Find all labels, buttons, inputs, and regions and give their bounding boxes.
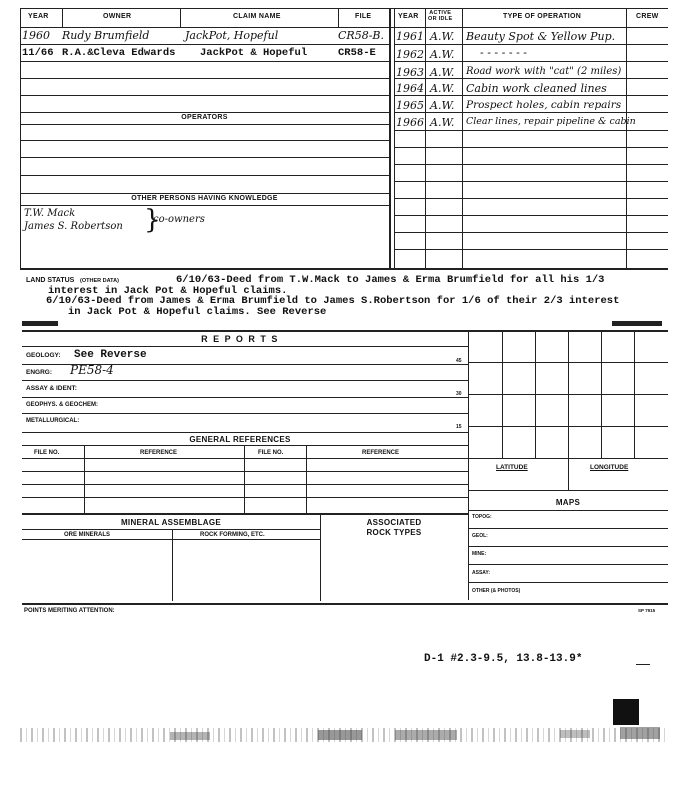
header-bottom-line — [20, 27, 668, 28]
row-line — [20, 44, 389, 45]
grid-line — [568, 330, 569, 490]
reports-right-divider — [468, 330, 469, 600]
points-top-line — [22, 603, 668, 605]
divider — [394, 8, 395, 268]
mine-label: MINE: — [472, 551, 487, 557]
geophys-label: GEOPHYS. & GEOCHEM: — [26, 402, 99, 408]
scan-mark — [612, 321, 662, 326]
general-refs-title: GENERAL REFERENCES — [189, 435, 291, 444]
engrg-label: ENGRG: — [26, 369, 52, 376]
upper-section-bottom — [20, 268, 668, 270]
reference2-header: REFERENCE — [362, 450, 400, 456]
land-line-3: 6/10/63-Deed from James & Erma Brumfield to James S.Robertson for 1/6 of their 2/3 interest — [46, 295, 620, 307]
scan-noise — [318, 730, 362, 740]
op-status-5: A.W. — [430, 99, 455, 112]
row-line — [468, 582, 668, 583]
file-no2-header: FILE NO. — [258, 450, 284, 456]
row-line — [394, 44, 668, 45]
assoc-rock-1: ASSOCIATED — [366, 518, 422, 527]
file-header: FILE — [355, 13, 372, 20]
op-type-2: - - - - - - - — [480, 46, 527, 59]
owner-file-1: CR58-B. — [338, 29, 384, 42]
dash-mark — [636, 664, 650, 665]
op-type-5: Prospect holes, cabin repairs — [466, 99, 622, 111]
claim-name-header: CLAIM NAME — [233, 13, 281, 20]
geology-value: See Reverse — [74, 349, 147, 361]
scan-noise — [170, 732, 210, 740]
row-line — [20, 205, 389, 206]
row-line — [394, 249, 668, 250]
row-line — [20, 124, 389, 125]
land-line-1: 6/10/63-Deed from T.W.Mack to James & Erma Brumfield for all his 1/3 — [176, 274, 605, 286]
op-type-6: Clear lines, repair pipeline & cabin — [466, 116, 636, 127]
points-label: POINTS MERITING ATTENTION: — [24, 608, 115, 614]
row-line — [468, 546, 668, 547]
land-status-label: LAND STATUS — [26, 277, 75, 284]
land-line-2: interest in Jack Pot & Hopeful claims. — [48, 285, 288, 297]
row-line — [394, 130, 668, 131]
scan-mark — [22, 321, 58, 326]
persons-top — [20, 193, 389, 194]
person-note: co-owners — [153, 214, 205, 225]
assay-map-label: ASSAY: — [472, 570, 491, 576]
row-line — [20, 175, 389, 176]
file-no-header: FILE NO. — [34, 450, 60, 456]
op-year-6: 1966 — [396, 116, 424, 129]
op-status-2: A.W. — [430, 48, 455, 61]
owner-year-2: 11/66 — [22, 47, 54, 59]
row-line — [394, 198, 668, 199]
topog-label: TOPOG: — [472, 514, 492, 520]
crew-header: CREW — [636, 13, 659, 20]
person-2: James S. Robertson — [24, 221, 123, 232]
divider — [338, 8, 339, 27]
op-year-5: 1965 — [396, 99, 424, 112]
grid-line — [468, 394, 668, 395]
divider — [425, 8, 426, 268]
mineral-title: MINERAL ASSEMBLAGE — [120, 518, 222, 527]
person-1: T.W. Mack — [24, 208, 76, 219]
row-line — [22, 471, 468, 472]
row-line — [22, 513, 468, 515]
row-line — [394, 181, 668, 182]
op-year-1: 1961 — [396, 30, 424, 43]
row-line — [20, 95, 389, 96]
row-line — [394, 112, 668, 113]
maps-title: MAPS — [555, 498, 581, 507]
row-line — [22, 497, 468, 498]
year2-header: YEAR — [398, 13, 419, 20]
row-line — [20, 157, 389, 158]
assay-label: ASSAY & IDENT: — [26, 385, 77, 392]
op-year-2: 1962 — [396, 48, 424, 61]
scan-block — [613, 699, 639, 725]
row-line — [22, 413, 468, 414]
owner-name-1: Rudy Brumfield — [62, 29, 150, 42]
year-header: YEAR — [28, 13, 49, 20]
row-line — [394, 215, 668, 216]
persons-header: OTHER PERSONS HAVING KNOWLEDGE — [131, 195, 278, 202]
row-line — [22, 380, 468, 381]
grid-line — [468, 426, 668, 427]
row-line — [394, 61, 668, 62]
active-idle-header: ACTIVE OR IDLE — [428, 10, 453, 22]
owner-claim-1: JackPot, Hopeful — [185, 29, 279, 42]
owner-file-2: CR58-E — [338, 47, 376, 59]
reports-top-line — [22, 330, 668, 332]
divider — [306, 445, 307, 513]
op-type-3: Road work with "cat" (2 miles) — [466, 66, 622, 77]
scan-noise — [560, 730, 590, 738]
op-status-6: A.W. — [430, 116, 455, 129]
type-operation-header: TYPE OF OPERATION — [503, 13, 582, 20]
row-line — [22, 397, 468, 398]
row-line — [22, 484, 468, 485]
other-photos-label: OTHER (& PHOTOS) — [472, 588, 521, 594]
row-line — [22, 529, 320, 530]
row-line — [22, 432, 468, 433]
top-border — [20, 8, 668, 9]
row-line — [22, 539, 320, 540]
row-line — [394, 147, 668, 148]
row-line — [20, 61, 389, 62]
divider — [84, 445, 85, 513]
core-note: D-1 #2.3-9.5, 13.8-13.9* — [424, 653, 583, 665]
longitude-label: LONGITUDE — [590, 464, 629, 471]
number-45: 45 — [456, 358, 462, 364]
reports-title: R E P O R T S — [201, 334, 279, 344]
divider — [172, 529, 173, 601]
scan-noise — [395, 730, 457, 740]
op-status-3: A.W. — [430, 66, 455, 79]
row-line — [20, 140, 389, 141]
row-line — [394, 232, 668, 233]
geol-label: GEOL: — [472, 533, 488, 539]
divider — [62, 8, 63, 27]
row-line — [394, 95, 668, 96]
row-line — [20, 78, 389, 79]
owner-name-2: R.A.&Cleva Edwards — [62, 47, 176, 59]
number-30: 30 — [456, 391, 462, 397]
divider — [626, 8, 627, 268]
engrg-value: PE58-4 — [70, 363, 114, 377]
owner-claim-2: JackPot & Hopeful — [200, 47, 308, 59]
grid-line — [468, 362, 668, 363]
grid-line — [468, 490, 668, 491]
owner-year-1: 1960 — [22, 29, 50, 42]
row-line — [394, 164, 668, 165]
row-line — [22, 458, 468, 459]
row-line — [22, 346, 468, 347]
land-status-sublabel: (OTHER DATA) — [80, 278, 119, 284]
operators-header: OPERATORS — [181, 114, 228, 121]
op-status-4: A.W. — [430, 82, 455, 95]
metallurgical-label: METALLURGICAL: — [26, 418, 80, 424]
divider — [180, 8, 181, 27]
row-line — [468, 510, 668, 511]
land-line-4: in Jack Pot & Hopeful claims. See Reverse — [68, 306, 327, 318]
assoc-rock-2: ROCK TYPES — [366, 528, 422, 537]
op-type-4: Cabin work cleaned lines — [466, 82, 607, 95]
operators-top — [20, 112, 389, 113]
form-number: SP 7915 — [638, 608, 656, 613]
latitude-label: LATITUDE — [496, 464, 528, 471]
op-year-3: 1963 — [396, 66, 424, 79]
op-year-4: 1964 — [396, 82, 424, 95]
rock-forming-header: ROCK FORMING, ETC. — [200, 532, 265, 538]
op-type-1: Beauty Spot & Yellow Pup. — [466, 30, 616, 43]
number-15: 15 — [456, 424, 462, 430]
reference-header: REFERENCE — [140, 450, 178, 456]
divider — [244, 445, 245, 513]
owner-header: OWNER — [103, 13, 132, 20]
row-line — [22, 445, 468, 446]
row-line — [468, 564, 668, 565]
op-status-1: A.W. — [430, 30, 455, 43]
main-divider — [389, 8, 391, 268]
geology-label: GEOLOGY: — [26, 352, 61, 359]
row-line — [468, 528, 668, 529]
ore-minerals-header: ORE MINERALS — [64, 532, 111, 538]
grid-line — [468, 458, 668, 459]
left-border — [20, 8, 21, 268]
scan-noise — [620, 727, 660, 739]
brace-glyph: } — [144, 205, 161, 235]
divider — [462, 8, 463, 268]
